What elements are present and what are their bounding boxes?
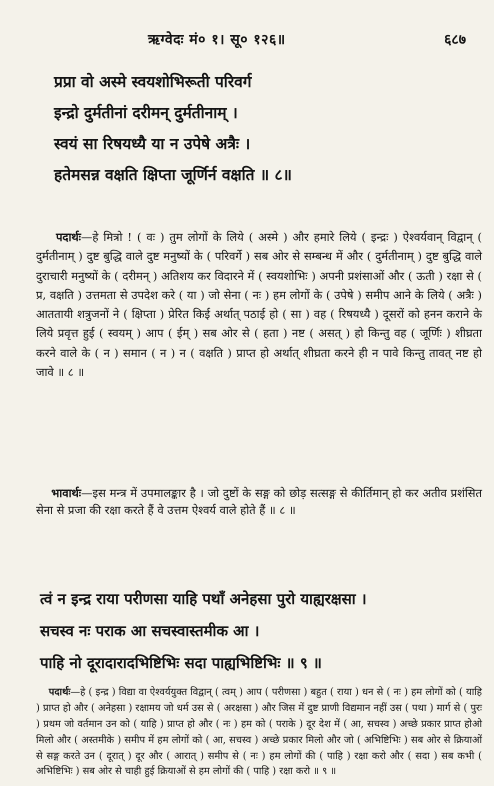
padartha-commentary-8 <box>36 228 482 382</box>
mantra-line: त्वं न इन्द्र राया परीणसा याहि पथाँ अनेहसा पुरो याह्यरक्षसा । <box>40 590 367 608</box>
mantra-line: इन्द्रो दुर्मतीनां दरीमन् दुर्मतीनाम् । <box>54 103 238 122</box>
bhavartha-text: —इस मन्त्र में उपमालङ्कार है । जो दुष्टों के सङ्ग को छोड़ सत्सङ्ग से कीर्तिमान् हो कर अतीव प्रशंसित सेना से प्रजा की रक्षा करते हैं वे उत्तम ऐश्वर्य वाले होते हैं ॥ ८ ॥ <box>36 486 483 517</box>
mantra-line: प्रप्रा वो अस्मे स्वयशोभिरूती परिवर्ग <box>54 72 252 91</box>
bhavartha-note-8 <box>36 485 482 519</box>
running-title: ऋग्वेदः मं० १। सू० १२६॥ <box>148 32 286 48</box>
mantra-line: पाहि नो दूरादारादभिष्टिभिः सदा पाह्यभिष्टिभिः ॥ ९ ॥ <box>40 654 322 672</box>
mantra-line: स्वयं सा रिषयध्यै या न उपेषे अत्रैः । <box>54 134 251 153</box>
mantra-9-verse <box>40 583 480 679</box>
mantra-8-verse <box>54 66 474 190</box>
commentary-paragraph <box>36 228 482 382</box>
page-header <box>0 30 494 52</box>
bhavartha-paragraph <box>36 485 482 519</box>
mantra-line: हतेमसन्न वक्षति क्षिप्ता जूर्णिर्न वक्षति ॥ ८॥ <box>54 165 292 184</box>
page-number: ६८७ <box>444 32 466 48</box>
commentary-label: पदार्थः <box>55 230 81 244</box>
commentary-paragraph <box>36 685 482 780</box>
bhavartha-label: भावार्थः <box>51 486 82 500</box>
commentary-label: पदार्थः <box>48 687 71 698</box>
commentary-text: —हे ( इन्द्र ) विद्या वा ऐश्वर्ययुक्त विद्वान् ( त्वम् ) आप ( परीणसा ) बहुत ( राया ) धन से ( नः ) हम लोगों को ( याहि ) प्राप्त हो और ( अनेहसा ) रक्षामय जो धर्म उस से ( अरक्षसा ) और जिस में दुष्ट प्राणी विद्यमान नहीं उस ( पथा ) मार्ग से ( पुरः ) प्रथम जो वर्तमान उन को ( याहि ) प्राप्त हो और ( नः ) हम को ( पराके ) दूर देश में ( आ, सचस्व ) अच्छे प्रकार प्राप्त होओ मिलो और ( अस्तमीके ) समीप में हम लोगों को ( आ, सचस्व ) अच्छे प्रकार मिलो और जो ( अभिष्टिभिः ) सब ओर से क्रियाओं से सङ्ग करते उन ( दूरात् ) दूर और ( आरात् ) समीप से ( नः ) हम लोगों की ( पाहि ) रक्षा करो और ( सदा ) सब कभी ( अभिष्टिभिः ) सब ओर से चाही हुई क्रियाओं से हम लोगों की ( पाहि ) रक्षा करो ॥ ९ ॥ <box>36 687 482 778</box>
padartha-commentary-9 <box>36 685 482 780</box>
commentary-text: —हे मित्रो ! ( वः ) तुम लोगों के लिये ( अस्मे ) और हमारे लिये ( इन्द्रः ) ऐश्वर्यवान् विद्वान् ( दुर्मतीनाम् ) दुष्ट बुद्धि वाले दुष्ट मनुष्यों के ( परिवर्गे ) सब ओर से सम्बन्ध में और ( दुर्मतीनाम् ) दुष्ट बुद्धि वाले दुराचारी मनुष्यों के ( दरीमन् ) अतिशय कर विदारने में ( स्वयशोभिः ) अपनी प्रशंसाओं और ( ऊती ) रक्षा से ( प्र, वक्षति ) उत्तमता से उपदेश करे ( या ) जो सेना ( नः ) हम लोगों के ( उपेषे ) समीप आने के लिये ( अत्रैः ) आततायी शत्रुजनों ने ( क्षिप्ता ) प्रेरित किई अर्थात् पठाई हो ( सा ) वह ( रिषयध्यै ) दूसरों को हनन कराने के लिये प्रवृत्त हुई ( स्वयम् ) आप ( ईम् ) सब ओर से ( हता ) नष्ट ( असत् ) हो किन्तु वह ( जूर्णिः ) शीघ्रता करने वाले के ( न ) समान ( न ) न ( वक्षति ) प्राप्त हो अर्थात् शीघ्रता करने ही न पावे किन्तु तावत् नष्ट हो जावे ॥ ८ ॥ <box>36 230 483 380</box>
mantra-line: सचस्व नः पराक आ सचस्वास्तमीक आ । <box>40 622 260 640</box>
